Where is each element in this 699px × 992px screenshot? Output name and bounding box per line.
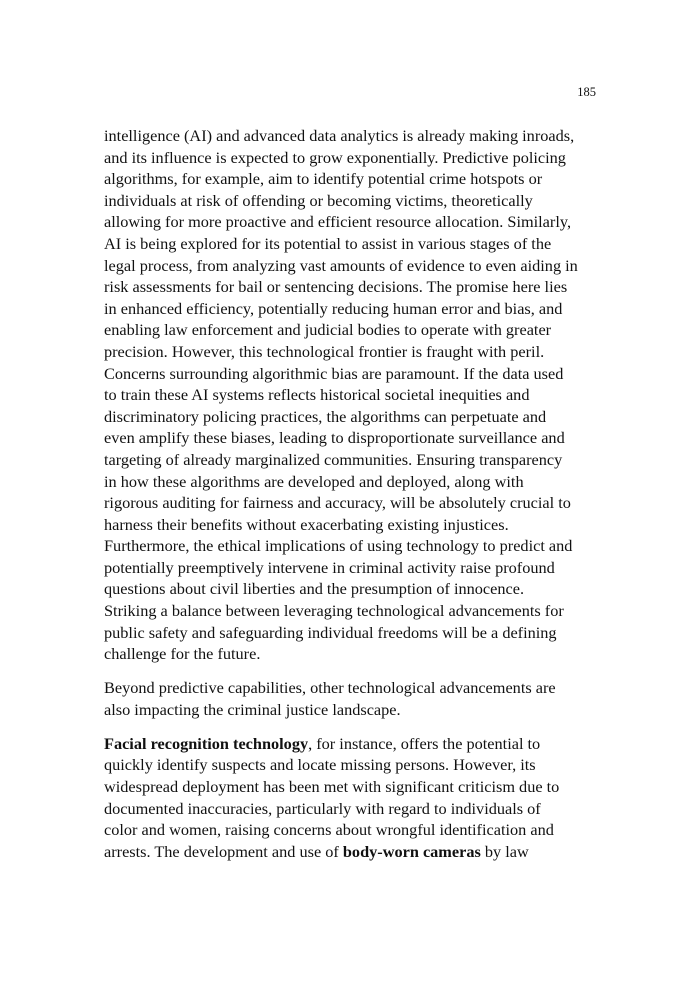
text-line bbox=[104, 677, 604, 699]
text-segment: , for instance, offers the potential to bbox=[308, 733, 541, 753]
text-line bbox=[104, 427, 604, 449]
text-line bbox=[104, 471, 604, 493]
text-segment: Furthermore, the ethical implications of using technology to predict and bbox=[104, 536, 573, 556]
text-line bbox=[104, 578, 604, 600]
text-segment: to train these AI systems reflects historical societal inequities and bbox=[104, 385, 530, 405]
text-segment: precision. However, this technological frontier is fraught with peril. bbox=[104, 341, 545, 361]
text-line bbox=[104, 776, 604, 798]
text-segment: discriminatory policing practices, the algorithms can perpetuate and bbox=[104, 406, 547, 426]
text-line bbox=[104, 841, 604, 863]
text-segment: questions about civil liberties and the presumption of innocence. bbox=[104, 579, 525, 599]
text-segment: rigorous auditing for fairness and accuracy, will be absolutely crucial to bbox=[104, 493, 571, 513]
text-segment: risk assessments for bail or sentencing decisions. The promise here lies bbox=[104, 277, 568, 297]
text-line bbox=[104, 233, 604, 255]
text-line bbox=[104, 406, 604, 428]
text-line bbox=[104, 384, 604, 406]
text-segment: AI is being explored for its potential to assist in various stages of the bbox=[104, 233, 552, 253]
text-segment: even amplify these biases, leading to disproportionate surveillance and bbox=[104, 428, 565, 448]
text-segment: Beyond predictive capabilities, other technological advancements are bbox=[104, 678, 556, 698]
text-segment: individuals at risk of offending or becoming victims, theoretically bbox=[104, 190, 533, 210]
text-line bbox=[104, 754, 604, 776]
text-line bbox=[104, 733, 604, 755]
text-line bbox=[104, 492, 604, 514]
text-segment: in enhanced efficiency, potentially reducing human error and bias, and bbox=[104, 298, 563, 318]
text-segment: Striking a balance between leveraging technological advancements for bbox=[104, 601, 564, 621]
text-segment: also impacting the criminal justice landscape. bbox=[104, 699, 401, 719]
text-segment: by law bbox=[480, 841, 529, 861]
text-line bbox=[104, 298, 604, 320]
text-line bbox=[104, 255, 604, 277]
text-segment: potentially preemptively intervene in criminal activity raise profound bbox=[104, 557, 555, 577]
text-segment: in how these algorithms are developed and deployed, along with bbox=[104, 471, 524, 491]
text-line bbox=[104, 125, 604, 147]
body-text bbox=[104, 125, 604, 875]
text-line bbox=[104, 276, 604, 298]
paragraph bbox=[104, 733, 604, 863]
text-line bbox=[104, 147, 604, 169]
text-line bbox=[104, 319, 604, 341]
text-line bbox=[104, 798, 604, 820]
paragraph bbox=[104, 125, 604, 665]
text-line bbox=[104, 622, 604, 644]
text-line bbox=[104, 819, 604, 841]
text-segment: quickly identify suspects and locate missing persons. However, its bbox=[104, 755, 536, 775]
text-segment: challenge for the future. bbox=[104, 644, 261, 664]
text-segment: color and women, raising concerns about wrongful identification and bbox=[104, 820, 554, 840]
bold-term: body-worn cameras bbox=[342, 841, 481, 861]
text-line bbox=[104, 211, 604, 233]
text-line bbox=[104, 699, 604, 721]
text-segment: enabling law enforcement and judicial bodies to operate with greater bbox=[104, 320, 552, 340]
text-line bbox=[104, 643, 604, 665]
bold-term: Facial recognition technology bbox=[104, 733, 309, 753]
page-number: 185 bbox=[577, 85, 596, 99]
text-segment: allowing for more proactive and efficient resource allocation. Similarly, bbox=[104, 212, 572, 232]
text-segment: public safety and safeguarding individual freedoms will be a defining bbox=[104, 622, 557, 642]
text-segment: and its influence is expected to grow exponentially. Predictive policing bbox=[104, 147, 566, 167]
text-line bbox=[104, 514, 604, 536]
text-line bbox=[104, 190, 604, 212]
text-segment: algorithms, for example, aim to identify potential crime hotspots or bbox=[104, 169, 543, 189]
text-line bbox=[104, 363, 604, 385]
text-line bbox=[104, 341, 604, 363]
text-line bbox=[104, 535, 604, 557]
text-segment: Concerns surrounding algorithmic bias are paramount. If the data used bbox=[104, 363, 564, 383]
text-line bbox=[104, 168, 604, 190]
text-segment: widespread deployment has been met with significant criticism due to bbox=[104, 777, 560, 796]
text-line bbox=[104, 557, 604, 579]
text-segment: intelligence (AI) and advanced data analytics is already making inroads, bbox=[104, 126, 575, 145]
paragraph bbox=[104, 677, 604, 720]
text-segment: arrests. The development and use of bbox=[104, 841, 343, 861]
text-segment: harness their benefits without exacerbating existing injustices. bbox=[104, 514, 509, 534]
text-segment: targeting of already marginalized communities. Ensuring transparency bbox=[104, 449, 563, 469]
text-line bbox=[104, 600, 604, 622]
text-segment: documented inaccuracies, particularly with regard to individuals of bbox=[104, 798, 541, 818]
text-segment: legal process, from analyzing vast amounts of evidence to even aiding in bbox=[104, 255, 578, 275]
text-line bbox=[104, 449, 604, 471]
